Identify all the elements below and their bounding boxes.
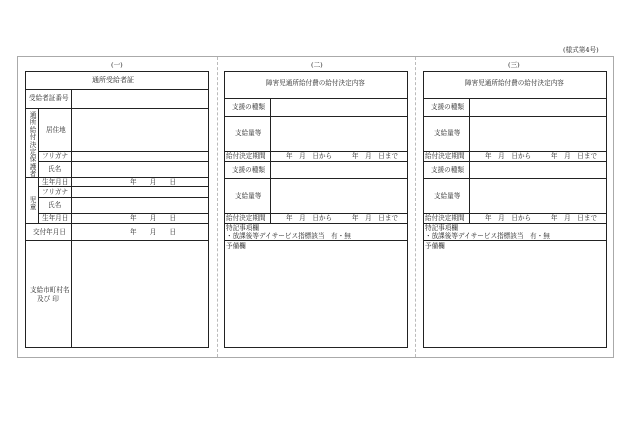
child-birthdate-value: 年 月 日 xyxy=(130,214,177,222)
recipient-number-label: 受給者証番号 xyxy=(29,94,69,102)
certificate-title: 通所受給者証 xyxy=(92,76,134,84)
guardian-birthdate-value: 年 月 日 xyxy=(130,178,177,186)
notes-item: ・放課後等デイサービス指標該当 有・無 xyxy=(226,232,351,240)
amount-label: 支給量等 xyxy=(235,129,262,137)
period-value: 年 月 日から 年 月 日まで xyxy=(286,152,399,160)
issue-date-value: 年 月 日 xyxy=(130,228,177,236)
reserve-label: 予備欄 xyxy=(226,242,246,250)
service-type-label: 支援の種類 xyxy=(431,166,464,174)
amount-label: 支給量等 xyxy=(434,129,461,137)
period-value: 年 月 日から 年 月 日まで xyxy=(286,214,399,222)
amount-label: 支給量等 xyxy=(434,192,461,200)
child-name-label: 氏名 xyxy=(48,201,62,209)
guardian-birthdate-label: 生年月日 xyxy=(42,178,69,186)
fold-line-1 xyxy=(217,57,218,357)
guardian-group-label: 通所給付決定保護者 xyxy=(29,111,37,178)
period-label: 給付決定期間 xyxy=(226,214,266,222)
service-type-label: 支援の種類 xyxy=(232,103,265,111)
notes-label: 特記事項欄 xyxy=(226,224,259,232)
service-type-label: 支援の種類 xyxy=(431,103,464,111)
address-label: 居住地 xyxy=(46,126,66,134)
period-value: 年 月 日から 年 月 日まで xyxy=(485,214,598,222)
period-label: 給付決定期間 xyxy=(425,214,465,222)
service-type-label: 支援の種類 xyxy=(232,166,265,174)
municipality-seal-label: 及び 印 xyxy=(37,295,59,303)
child-group-label: 児童 xyxy=(29,196,37,212)
reserve-label: 予備欄 xyxy=(425,242,445,250)
part-label-1: (一) xyxy=(111,61,123,69)
form-number: (様式第4号) xyxy=(563,46,599,54)
certificate-border xyxy=(25,71,209,348)
part-label-3: (三) xyxy=(508,61,520,69)
period-label: 給付決定期間 xyxy=(226,152,266,160)
notes-item: ・放課後等デイサービス指標該当 有・無 xyxy=(425,232,550,240)
issue-date-label: 交付年月日 xyxy=(33,228,66,236)
child-furigana-label: フリガナ xyxy=(42,188,69,196)
part-label-2: (二) xyxy=(311,61,323,69)
fold-line-2 xyxy=(415,57,416,357)
guardian-name-label: 氏名 xyxy=(48,165,62,173)
guardian-furigana-label: フリガナ xyxy=(42,152,69,160)
child-birthdate-label: 生年月日 xyxy=(42,214,69,222)
decision-title: 障害児通所給付費の給付決定内容 xyxy=(465,79,564,87)
amount-label: 支給量等 xyxy=(235,192,262,200)
municipality-label: 支給市町村名 xyxy=(30,286,70,294)
period-value: 年 月 日から 年 月 日まで xyxy=(485,152,598,160)
decision-title: 障害児通所給付費の給付決定内容 xyxy=(266,79,365,87)
notes-label: 特記事項欄 xyxy=(425,224,458,232)
period-label: 給付決定期間 xyxy=(425,152,465,160)
